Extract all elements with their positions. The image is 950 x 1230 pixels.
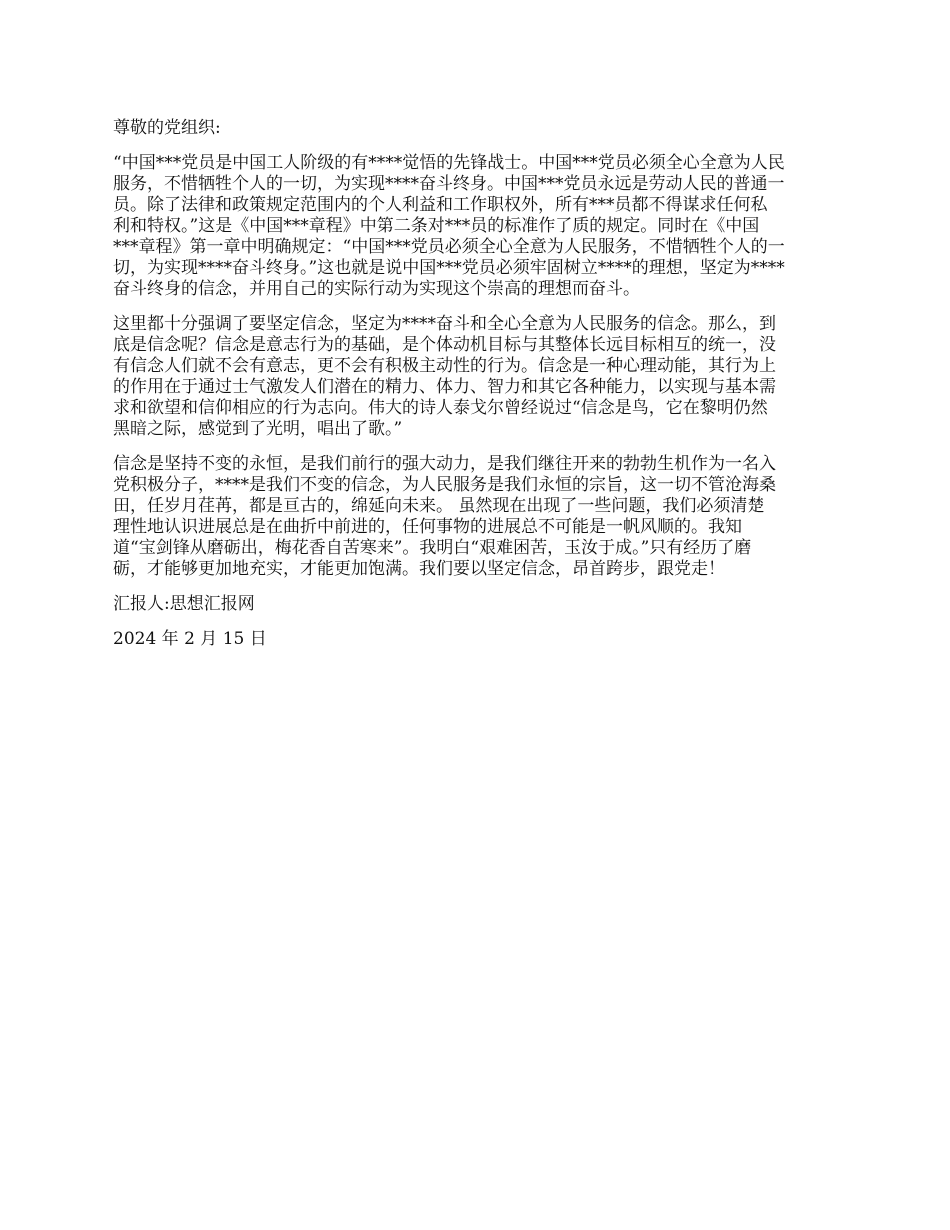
paragraph-3: 信念是坚持不变的永恒，是我们前行的强大动力，是我们继往开来的勃勃生机作为一名入 党积极分子，****是我们不变的信念，为人民服务是我们永恒的宗旨，这一切不管沧海桑 田，任岁月荏苒，都是亘古的，绵延向未来。 虽然现在出现了一些问题，我们必须清楚 理性地认识进展总是在曲折中前进的，任何事物的进展总不可能是一帆风顺的。我知 道“宝剑锋从磨砺出，梅花香自苦寒来”。我明白“艰难困苦，玉汝于成。”只有经历了磨 砺，才能够更加地充实，才能更加饱满。我们要以坚定信念，昂首跨步，跟党走！: [113, 454, 776, 579]
date-line: 2024 年 2 月 15 日: [113, 629, 267, 649]
reporter-line: 汇报人:思想汇报网: [113, 594, 255, 614]
document-body: [113, 118, 845, 664]
salutation: 尊敬的党组织:: [113, 118, 221, 138]
paragraph-1: “中国***党员是中国工人阶级的有****觉悟的先锋战士。中国***党员必须全心全意为人民 服务，不惜牺牲个人的一切，为实现****奋斗终身。中国***党员永远是劳动人民的普通一 员。除了法律和政策规定范围内的个人利益和工作职权外，所有***员都不得谋求任何私 利和特权。”这是《中国***章程》中第二条对***员的标准作了质的规定。同时在《中国 ***章程》第一章中明确规定：“中国***党员必须全心全意为人民服务，不惜牺牲个人的一 切，为实现****奋斗终身。”这也就是说中国***党员必须牢固树立****的理想，坚定为**** 奋斗终身的信念，并用自己的实际行动为实现这个崇高的理想而奋斗。: [113, 153, 785, 299]
paragraph-2: 这里都十分强调了要坚定信念，坚定为****奋斗和全心全意为人民服务的信念。那么，到 底是信念呢？信念是意志行为的基础，是个体动机目标与其整体长远目标相互的统一，没 有信念人们就不会有意志，更不会有积极主动性的行为。信念是一种心理动能，其行为上 的作用在于通过士气激发人们潜在的精力、体力、智力和其它各种能力，以实现与基本需 求和欲望和信仰相应的行为志向。伟大的诗人泰戈尔曾经说过“信念是鸟，它在黎明仍然 黑暗之际，感觉到了光明，唱出了歌。”: [113, 314, 776, 439]
